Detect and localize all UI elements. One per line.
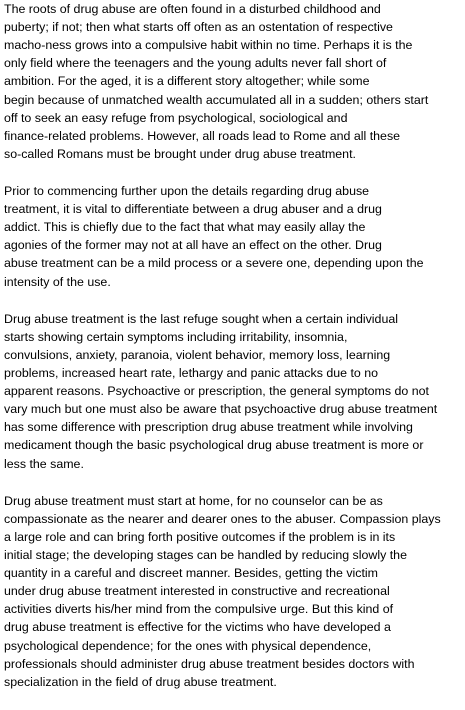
- text-line: so-called Romans must be brought under drug abuse treatment.: [4, 146, 356, 161]
- text-line: drug abuse treatment is effective for the victims who have developed a: [4, 620, 391, 635]
- text-line: addict. This is chiefly due to the fact that what may easily allay the: [4, 220, 366, 235]
- text-line: The roots of drug abuse are often found in a disturbed childhood and: [4, 2, 381, 16]
- text-line: activities diverts his/her mind from the compulsive urge. But this kind of: [4, 602, 394, 617]
- text-line: less the same.: [4, 456, 84, 471]
- text-line: begin because of unmatched wealth accumulated all in a sudden; others start: [4, 92, 429, 107]
- text-line: problems, increased heart rate, lethargy and panic attacks due to no: [4, 365, 379, 380]
- text-line: convulsions, anxiety, paranoia, violent behavior, memory loss, learning: [4, 347, 391, 362]
- text-line: has some difference with prescription drug abuse treatment while involving: [4, 420, 413, 435]
- text-line: psychological dependence; for the ones with physical dependence,: [4, 638, 372, 653]
- text-line: intensity of the use.: [4, 274, 111, 289]
- paragraph-4: [4, 492, 465, 691]
- text-line: agonies of the former may not at all have an effect on the other. Drug: [4, 238, 382, 253]
- text-line: treatment, it is vital to differentiate between a drug abuser and a drug: [4, 202, 382, 217]
- text-line: Drug abuse treatment must start at home, for no counselor can be as: [4, 493, 383, 508]
- text-line: specialization in the field of drug abuse treatment.: [4, 674, 277, 689]
- text-line: Prior to commencing further upon the details regarding drug abuse: [4, 183, 370, 198]
- text-line: a large role and can bring forth positive outcomes if the problem is in its: [4, 529, 396, 544]
- text-line: off to seek an easy refuge from psychological, sociological and: [4, 110, 348, 125]
- text-line: quantity in a careful and discreet manner. Besides, getting the victim: [4, 566, 378, 581]
- text-line: abuse treatment can be a mild process or a severe one, depending upon the: [4, 256, 424, 271]
- text-line: ambition. For the aged, it is a different story altogether; while some: [4, 74, 370, 89]
- text-line: vary much but one must also be aware that psychoactive drug abuse treatment: [4, 402, 438, 417]
- text-line: starts showing certain symptoms including irritability, insomnia,: [4, 329, 348, 344]
- paragraph-2: [4, 182, 465, 291]
- article-body: [4, 0, 465, 710]
- text-line: finance-related problems. However, all roads lead to Rome and all these: [4, 128, 401, 143]
- text-line: puberty; if not; then what starts off often as an ostentation of respective: [4, 20, 393, 35]
- text-line: under drug abuse treatment interested in constructive and recreational: [4, 584, 390, 599]
- paragraph-3: [4, 310, 465, 473]
- paragraph-1: [4, 0, 465, 163]
- text-line: Drug abuse treatment is the last refuge sought when a certain individual: [4, 311, 398, 326]
- text-line: apparent reasons. Psychoactive or prescription, the general symptoms do not: [4, 384, 429, 399]
- text-line: macho-ness grows into a compulsive habit within no time. Perhaps it is the: [4, 38, 413, 53]
- text-line: only field where the teenagers and the young adults never fall short of: [4, 56, 387, 71]
- text-line: medicament though the basic psychological drug abuse treatment is more or: [4, 438, 424, 453]
- text-line: compassionate as the nearer and dearer ones to the abuser. Compassion plays: [4, 511, 441, 526]
- text-line: initial stage; the developing stages can be handled by reducing slowly the: [4, 547, 407, 562]
- text-line: professionals should administer drug abuse treatment besides doctors with: [4, 656, 415, 671]
